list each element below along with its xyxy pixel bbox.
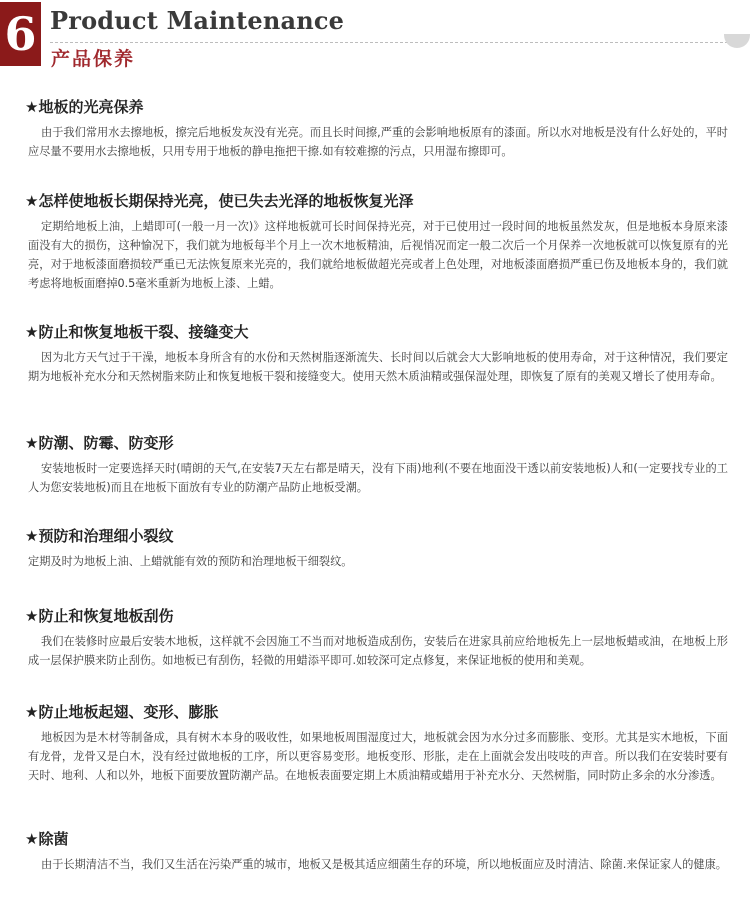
section-heading: ★防止和恢复地板刮伤 xyxy=(25,607,174,625)
section-paragraph: 由于我们常用水去擦地板，擦完后地板发灰没有光亮。而且长时间擦,严重的会影响地板原有的漆面。所以水对地板是没有什么好处的，平时应尽量不要用水去擦地板，只用专用于地板的静电拖把干擦.如有较难擦的污点，只用湿布擦即可。 xyxy=(28,126,728,158)
section-heading: ★地板的光亮保养 xyxy=(25,98,144,116)
section-heading: ★除菌 xyxy=(25,830,69,848)
section-paragraph: 由于长期清洁不当，我们又生活在污染严重的城市，地板又是极其适应细菌生存的环境，所以地板面应及时清洁、除菌.来保证家人的健康。 xyxy=(41,858,727,871)
section-title-chinese: 产品保养 xyxy=(51,48,136,70)
section-heading: ★预防和治理细小裂纹 xyxy=(25,527,174,545)
section-heading: ★怎样使地板长期保持光亮，使已失去光泽的地板恢复光泽 xyxy=(25,192,414,210)
section-paragraph: 地板因为是木材等制备成，具有树木本身的吸收性，如果地板周围湿度过大，地板就会因为水分过多而膨胀、变形。尤其是实木地板，下面有龙骨，龙骨又是白木，没有经过做地板的工序，所以更容易变形。地板变形、形胀，走在上面就会发出吱吱的声音。所以我们在安装时要有天时、地利、人和以外，地板下面要放置防潮产品。在地板表面要定期上木质油精或蜡用于补充水分、天然树脂，同时防止多余的水分渗透。 xyxy=(28,731,728,782)
section-header xyxy=(0,0,750,70)
dashed-divider xyxy=(50,42,728,43)
section-paragraph: 因为北方天气过于干澡，地板本身所含有的水份和天然树脂逐渐流失、长时间以后就会大大影响地板的使用寿命，对于这种情况，我们要定期为地板补充水分和天然树脂来防止和恢复地板干裂和接缝变大。使用天然木质油精或强保湿处理，即恢复了原有的美观又增长了使用寿命。 xyxy=(28,351,728,383)
section-number-badge: 6 xyxy=(0,2,41,66)
section-paragraph: 定期给地板上油，上蜡即可(一般一月一次)》这样地板就可长时间保持光亮，对于已使用过一段时间的地板虽然发灰，但是地板本身原来漆面没有大的损伤，这种愉况下，我们就为地板每半个月上一次木地板精油，后视悄况而定一般二次后一个月保养一次地板就可以恢复原有的光亮，对于地板漆面磨损较严重已无法恢复原来光亮的，我们就给地板做超光亮或者上色处理，对地板漆面磨损严重已伤及地板本身的，我们就考虑将地板面磨掉0.5毫米重新为地板上漆、上蜡。 xyxy=(28,220,728,290)
section-paragraph: 定期及时为地板上油、上蜡就能有效的预防和治理地板干细裂纹。 xyxy=(28,555,353,568)
section-title-english: Product Maintenance xyxy=(50,6,345,35)
decorative-half-circle xyxy=(724,34,750,48)
section-heading: ★防止和恢复地板干裂、接缝变大 xyxy=(25,323,249,341)
section-paragraph: 安装地板时一定要选择天时(晴朗的天气,在安装7天左右都是晴天，没有下雨)地利(不要在地面没干透以前安装地板)人和(一定要找专业的工人为您安装地板)而且在地板下面放有专业的防潮产品防止地板受潮。 xyxy=(28,462,728,494)
section-paragraph: 我们在装修时应最后安装木地板，这样就不会因施工不当而对地板造成刮伤，安装后在进家具前应给地板先上一层地板蜡或油，在地板上形成一层保护膜来防止刮伤。如地板已有刮伤，轻微的用蜡添平即可.如较深可定点修复，来保证地板的使用和美观。 xyxy=(28,635,728,667)
section-heading: ★防止地板起翅、变形、膨胀 xyxy=(25,703,219,721)
section-heading: ★防潮、防霉、防变形 xyxy=(25,434,174,452)
